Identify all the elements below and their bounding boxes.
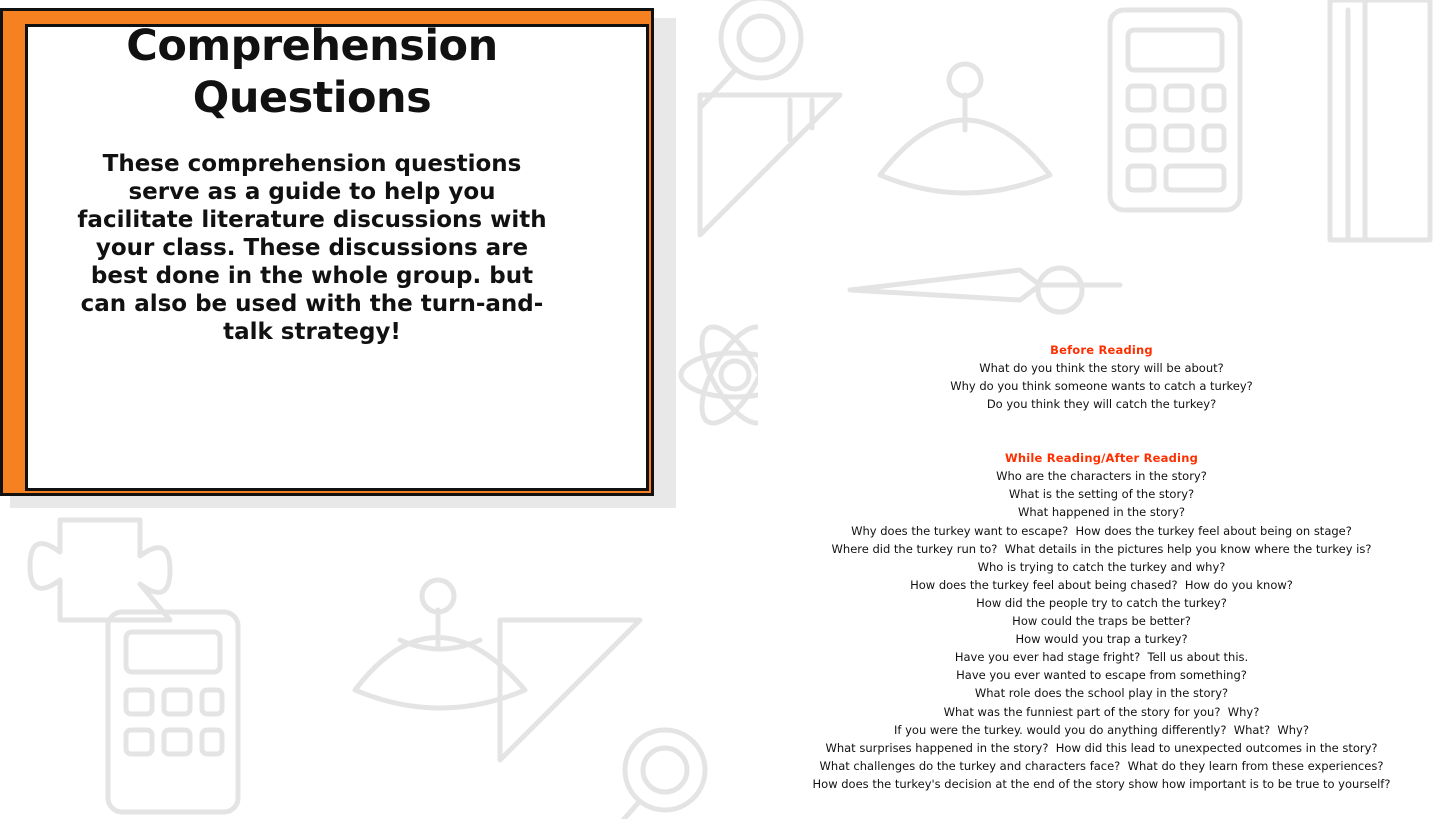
question-line: Why does the turkey want to escape? How does the turkey feel about being on stage? — [851, 523, 1352, 538]
question-line: What happened in the story? — [1017, 505, 1186, 520]
question-line: What do you think the story will be about? — [979, 361, 1224, 375]
slide-card — [0, 8, 676, 508]
question-line: How could the traps be better? — [1012, 614, 1191, 629]
before-reading-heading: Before Reading — [1050, 343, 1153, 357]
question-line: Why do you think someone wants to catch a turkey? — [950, 379, 1253, 394]
question-line: How would you trap a turkey? — [1015, 632, 1188, 647]
question-line: How does the turkey feel about being chased? How do you know? — [910, 577, 1293, 592]
before-reading-section — [758, 320, 1445, 413]
question-line: Who is trying to catch the turkey and why? — [977, 559, 1226, 574]
question-line: What challenges do the turkey and characters face? What do they learn from these experiences? — [819, 758, 1384, 773]
comprehension-questions-panel — [758, 320, 1445, 819]
while-after-reading-section — [758, 449, 1445, 793]
question-line: Have you ever had stage fright? Tell us about this. — [954, 650, 1249, 665]
while-after-reading-heading: While Reading/After Reading — [1004, 451, 1199, 466]
question-line: What surprises happened in the story? How did this lead to unexpected outcomes in the story? — [825, 740, 1378, 755]
question-line: Who are the characters in the story? — [996, 469, 1207, 484]
slide-description: These comprehension questions serve as a guide to help you facilitate literature discussions with your class. These discussions are best done in the whole group. but can also be used with the turn-and-talk strategy! — [77, 151, 547, 345]
section-spacer — [758, 413, 1445, 449]
question-line: Where did the turkey run to? What details in the pictures help you know where the turkey is? — [831, 541, 1372, 556]
question-line: What was the funniest part of the story for you? Why? — [943, 704, 1260, 719]
question-line: How does the turkey's decision at the end of the story show how important is to be true to yourself? — [812, 776, 1391, 791]
question-line: How did the people try to catch the turkey? — [976, 595, 1227, 610]
page-title: Comprehension Questions — [126, 21, 498, 123]
question-line: Do you think they will catch the turkey? — [986, 397, 1217, 412]
question-line: What role does the school play in the story? — [974, 686, 1229, 701]
question-line: If you were the turkey. would you do anything differently? What? Why? — [894, 722, 1309, 737]
question-line: What is the setting of the story? — [1008, 487, 1195, 502]
question-line: Have you ever wanted to escape from something? — [956, 668, 1247, 683]
